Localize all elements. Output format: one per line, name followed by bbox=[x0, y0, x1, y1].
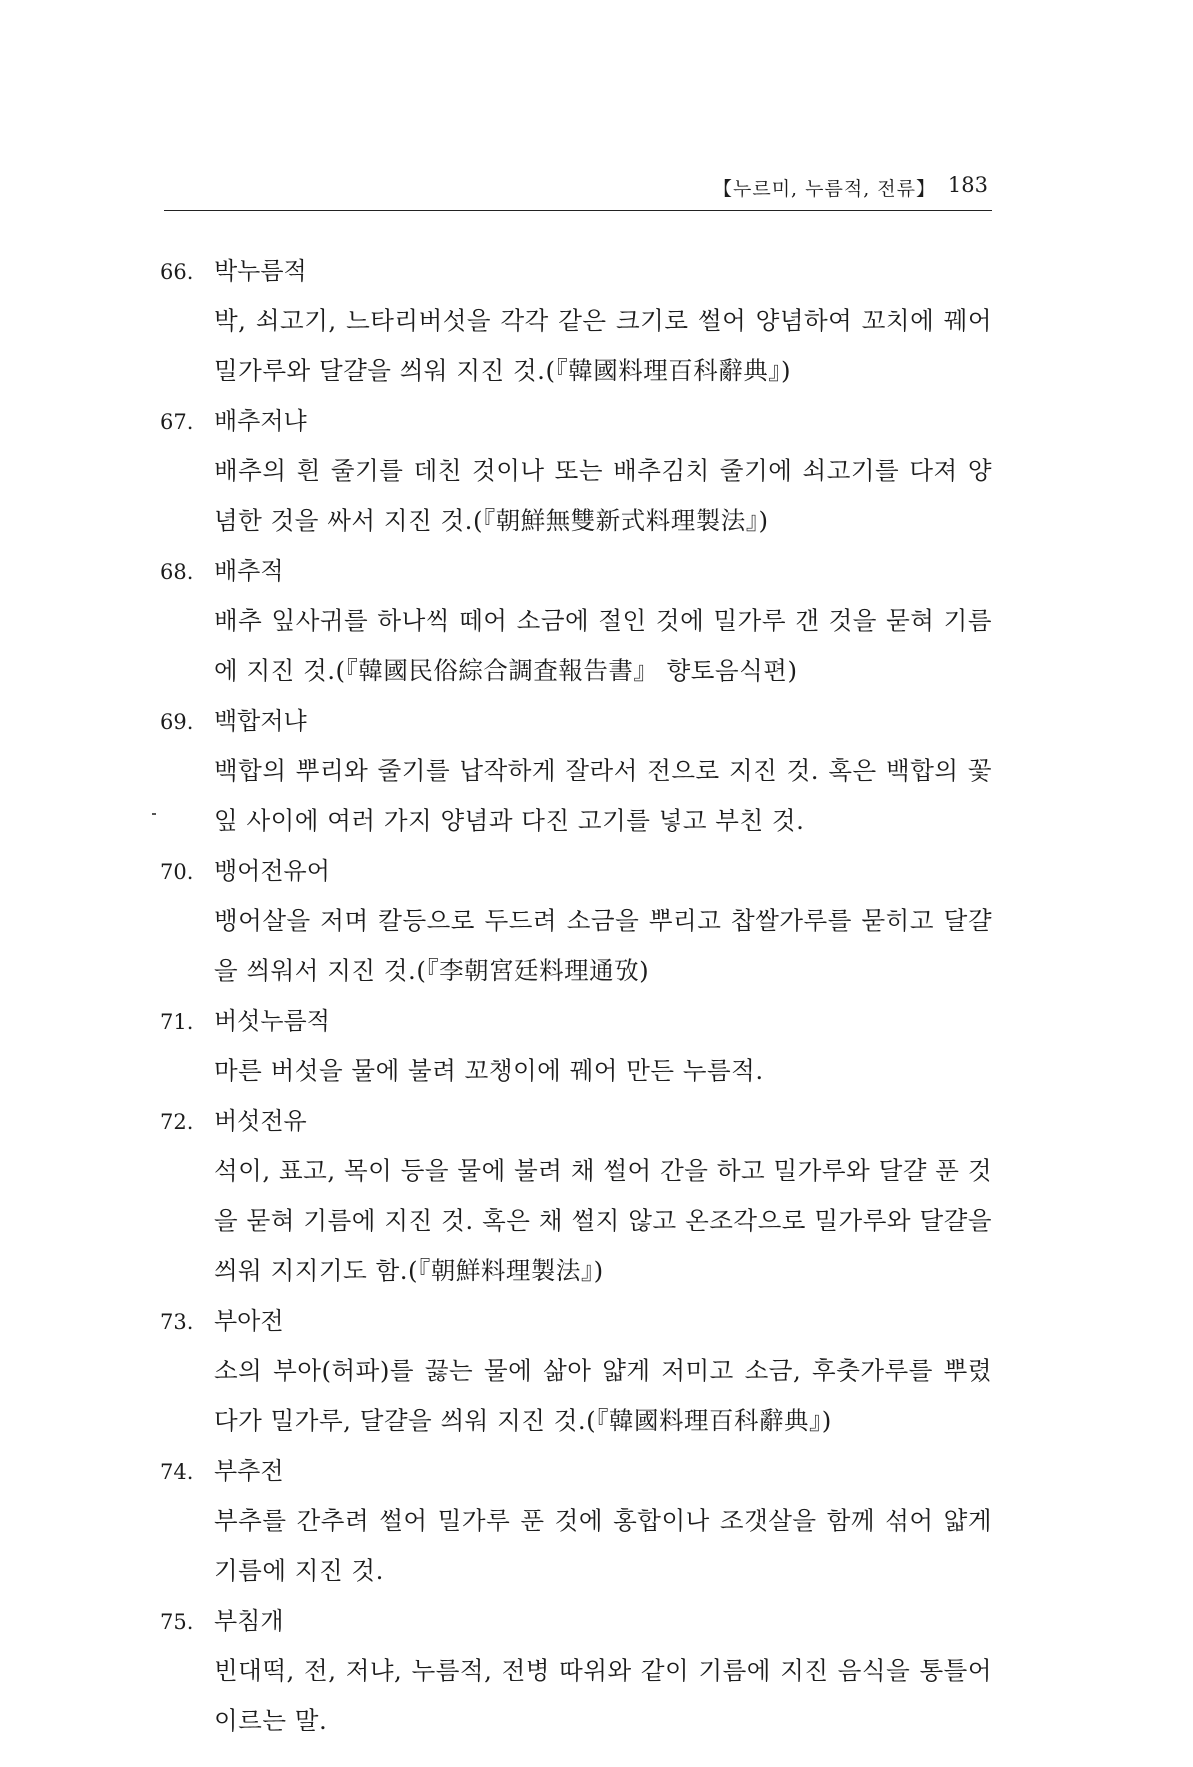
list-item bbox=[160, 1096, 992, 1296]
entry-number: 74. bbox=[160, 1460, 194, 1484]
entry-title: 백합저냐 bbox=[214, 707, 307, 735]
entry-heading bbox=[160, 846, 992, 896]
entry-heading bbox=[160, 396, 992, 446]
entry-description: 박, 쇠고기, 느타리버섯을 각각 같은 크기로 썰어 양념하여 꼬치에 꿰어 밀가루와 달걀을 씌워 지진 것.(『韓國料理百科辭典』) bbox=[214, 306, 992, 385]
list-item bbox=[160, 1596, 992, 1746]
entry-title: 부아전 bbox=[214, 1307, 284, 1335]
entry-description: 뱅어살을 저며 칼등으로 두드려 소금을 뿌리고 찹쌀가루를 묻히고 달걀을 씌워서 지진 것.(『李朝宮廷料理通攷) bbox=[214, 906, 992, 985]
entry-list bbox=[160, 246, 992, 1746]
list-item bbox=[160, 1296, 992, 1446]
entry-heading bbox=[160, 1596, 992, 1646]
entry-heading bbox=[160, 1446, 992, 1496]
page-number: 183 bbox=[947, 173, 988, 197]
entry-heading bbox=[160, 996, 992, 1046]
entry-number: 75. bbox=[160, 1610, 194, 1634]
list-item bbox=[160, 846, 992, 996]
entry-description: 빈대떡, 전, 저냐, 누름적, 전병 따위와 같이 기름에 지진 음식을 통틀어 이르는 말. bbox=[214, 1656, 992, 1735]
entry-description: 백합의 뿌리와 줄기를 납작하게 잘라서 전으로 지진 것. 혹은 백합의 꽃잎 사이에 여러 가지 양념과 다진 고기를 넣고 부친 것. bbox=[214, 756, 992, 835]
entry-description: 석이, 표고, 목이 등을 물에 불려 채 썰어 간을 하고 밀가루와 달걀 푼 것을 묻혀 기름에 지진 것. 혹은 채 썰지 않고 온조각으로 밀가루와 달걀을 씌워 지지기도 함.(『朝鮮料理製法』) bbox=[214, 1156, 992, 1285]
list-item bbox=[160, 246, 992, 396]
entry-title: 버섯전유 bbox=[214, 1107, 307, 1135]
entry-number: 66. bbox=[160, 260, 194, 284]
list-item bbox=[160, 396, 992, 546]
entry-title: 버섯누름적 bbox=[214, 1007, 330, 1035]
entry-title: 배추적 bbox=[214, 557, 284, 585]
entry-title: 뱅어전유어 bbox=[214, 857, 330, 885]
entry-title: 박누름적 bbox=[214, 257, 307, 285]
entry-description: 배추 잎사귀를 하나씩 떼어 소금에 절인 것에 밀가루 갠 것을 묻혀 기름에 지진 것.(『韓國民俗綜合調査報告書』 향토음식편) bbox=[214, 606, 992, 685]
entry-number: 69. bbox=[160, 710, 194, 734]
list-item bbox=[160, 996, 992, 1096]
entry-heading bbox=[160, 546, 992, 596]
running-title: 【누르미, 누름적, 전류】 bbox=[713, 178, 936, 200]
entry-description: 소의 부아(허파)를 끓는 물에 삶아 얇게 저미고 소금, 후춧가루를 뿌렸다가 밀가루, 달걀을 씌워 지진 것.(『韓國料理百科辭典』) bbox=[214, 1356, 992, 1435]
entry-description: 마른 버섯을 물에 불려 꼬챙이에 꿰어 만든 누름적. bbox=[214, 1056, 764, 1085]
entry-heading bbox=[160, 1096, 992, 1146]
print-speck bbox=[152, 813, 156, 815]
entry-number: 71. bbox=[160, 1010, 194, 1034]
list-item bbox=[160, 1446, 992, 1596]
entry-description: 배추의 흰 줄기를 데친 것이나 또는 배추김치 줄기에 쇠고기를 다져 양념한 것을 싸서 지진 것.(『朝鮮無雙新式料理製法』) bbox=[214, 456, 992, 535]
entry-number: 73. bbox=[160, 1310, 194, 1334]
entry-title: 배추저냐 bbox=[214, 407, 307, 435]
entry-number: 68. bbox=[160, 560, 194, 584]
running-header bbox=[164, 170, 992, 211]
list-item bbox=[160, 696, 992, 846]
entry-heading bbox=[160, 696, 992, 746]
entry-description: 부추를 간추려 썰어 밀가루 푼 것에 홍합이나 조갯살을 함께 섞어 얇게 기름에 지진 것. bbox=[214, 1506, 992, 1585]
list-item bbox=[160, 546, 992, 696]
entry-heading bbox=[160, 246, 992, 296]
entry-number: 70. bbox=[160, 860, 194, 884]
entry-title: 부침개 bbox=[214, 1607, 284, 1635]
entry-heading bbox=[160, 1296, 992, 1346]
entry-title: 부추전 bbox=[214, 1457, 284, 1485]
entry-number: 67. bbox=[160, 410, 194, 434]
entry-number: 72. bbox=[160, 1110, 194, 1134]
